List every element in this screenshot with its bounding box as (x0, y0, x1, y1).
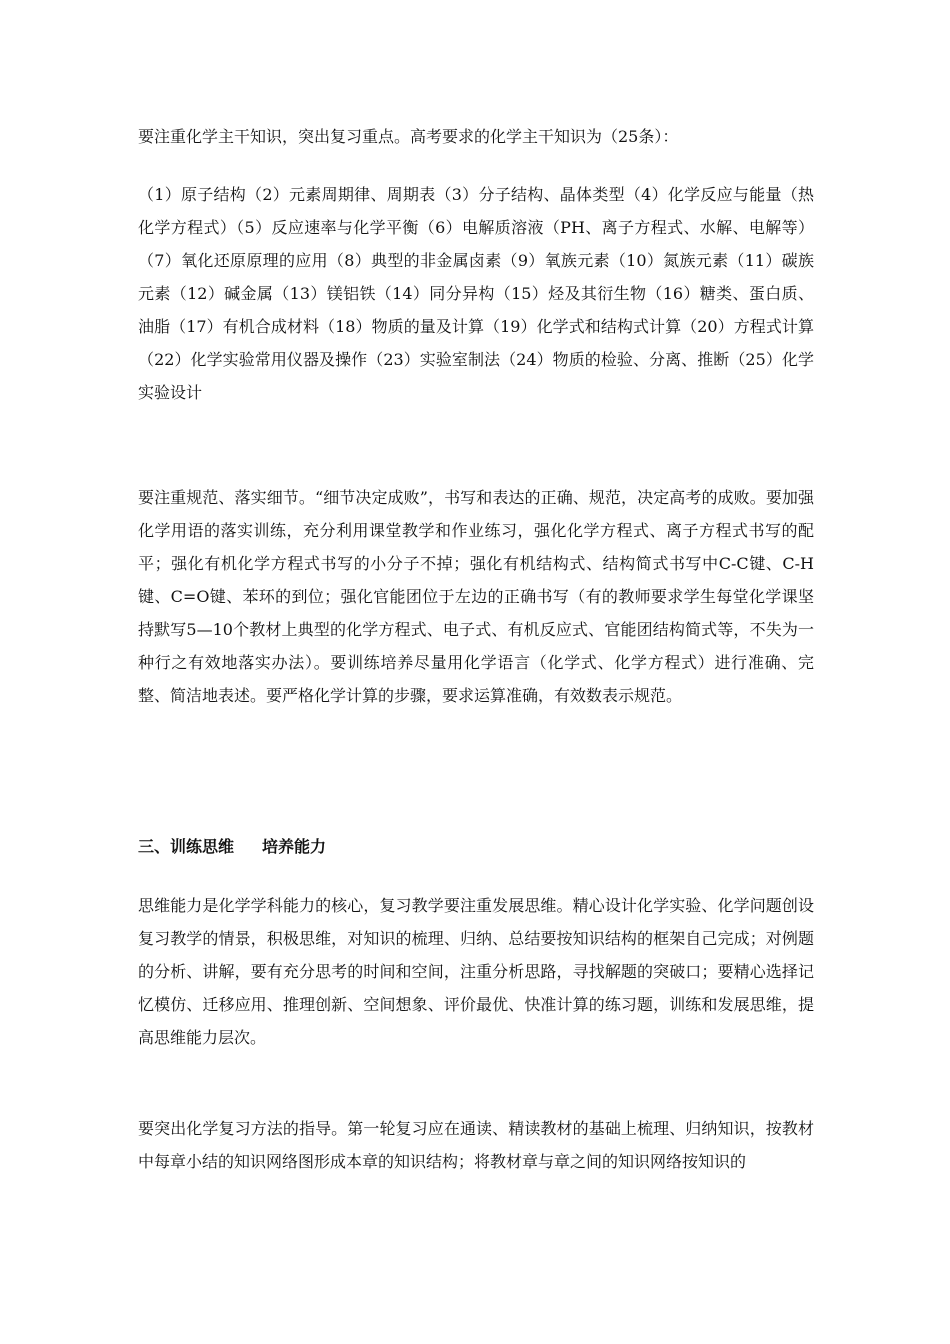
paragraph-review-methods: 要突出化学复习方法的指导。第一轮复习应在通读、精读教材的基础上梳理、归纳知识，按教材中每章小结的知识网络图形成本章的知识结构；将教材章与章之间的知识网络按知识的 (138, 1119, 814, 1171)
heading-part-two: 培养能力 (262, 837, 327, 856)
paragraph-main-knowledge-list: （1）原子结构（2）元素周期律、周期表（3）分子结构、晶体类型（4）化学反应与能量（热化学方程式）（5）反应速率与化学平衡（6）电解质溶液（PH、离子方程式、水解、电解等）（7）氧化还原原理的应用（8）典型的非金属卤素（9）氧族元素（10）氮族元素（11）碳族元素（12）碱金属（13）镁铝铁（14）同分异构（15）烃及其衍生物（16）糖类、蛋白质、油脂（17）有机合成材料（18）物质的量及计算（19）化学式和结构式计算（20）方程式计算（22）化学实验常用仪器及操作（23）实验室制法（24）物质的检验、分离、推断（25）化学实验设计 (138, 185, 814, 402)
paragraph-standardize-details: 要注重规范、落实细节。“细节决定成败”，书写和表达的正确、规范，决定高考的成败。要加强化学用语的落实训练，充分利用课堂教学和作业练习，强化化学方程式、离子方程式书写的配平；强化有机化学方程式书写的小分子不掉；强化有机结构式、结构简式书写中C-C键、C-H 键、C=O键、苯环的到位；强化官能团位于左边的正确书写（有的教师要求学生每堂化学课坚持默写5—10个教材上典型的化学方程式、电子式、有机反应式、官能团结构简式等，不失为一种行之有效地落实办法）。要训练培养尽量用化学语言（化学式、化学方程式）进行准确、完整、简洁地表述。要严格化学计算的步骤，要求运算准确，有效数表示规范。 (138, 488, 814, 705)
section-heading-three (138, 830, 814, 863)
paragraph-thinking-ability: 思维能力是化学学科能力的核心，复习教学要注重发展思维。精心设计化学实验、化学问题创设复习教学的情景，积极思维，对知识的梳理、归纳、总结要按知识结构的框架自己完成；对例题的分析、讲解，要有充分思考的时间和空间，注重分析思路，寻找解题的突破口；要精心选择记忆模仿、迁移应用、推理创新、空间想象、评价最优、快准计算的练习题，训练和发展思维，提高思维能力层次。 (138, 896, 814, 1047)
heading-part-one: 三、训练思维 (138, 837, 235, 856)
paragraph-main-knowledge-intro: 要注重化学主干知识，突出复习重点。高考要求的化学主干知识为（25条）： (138, 127, 679, 146)
